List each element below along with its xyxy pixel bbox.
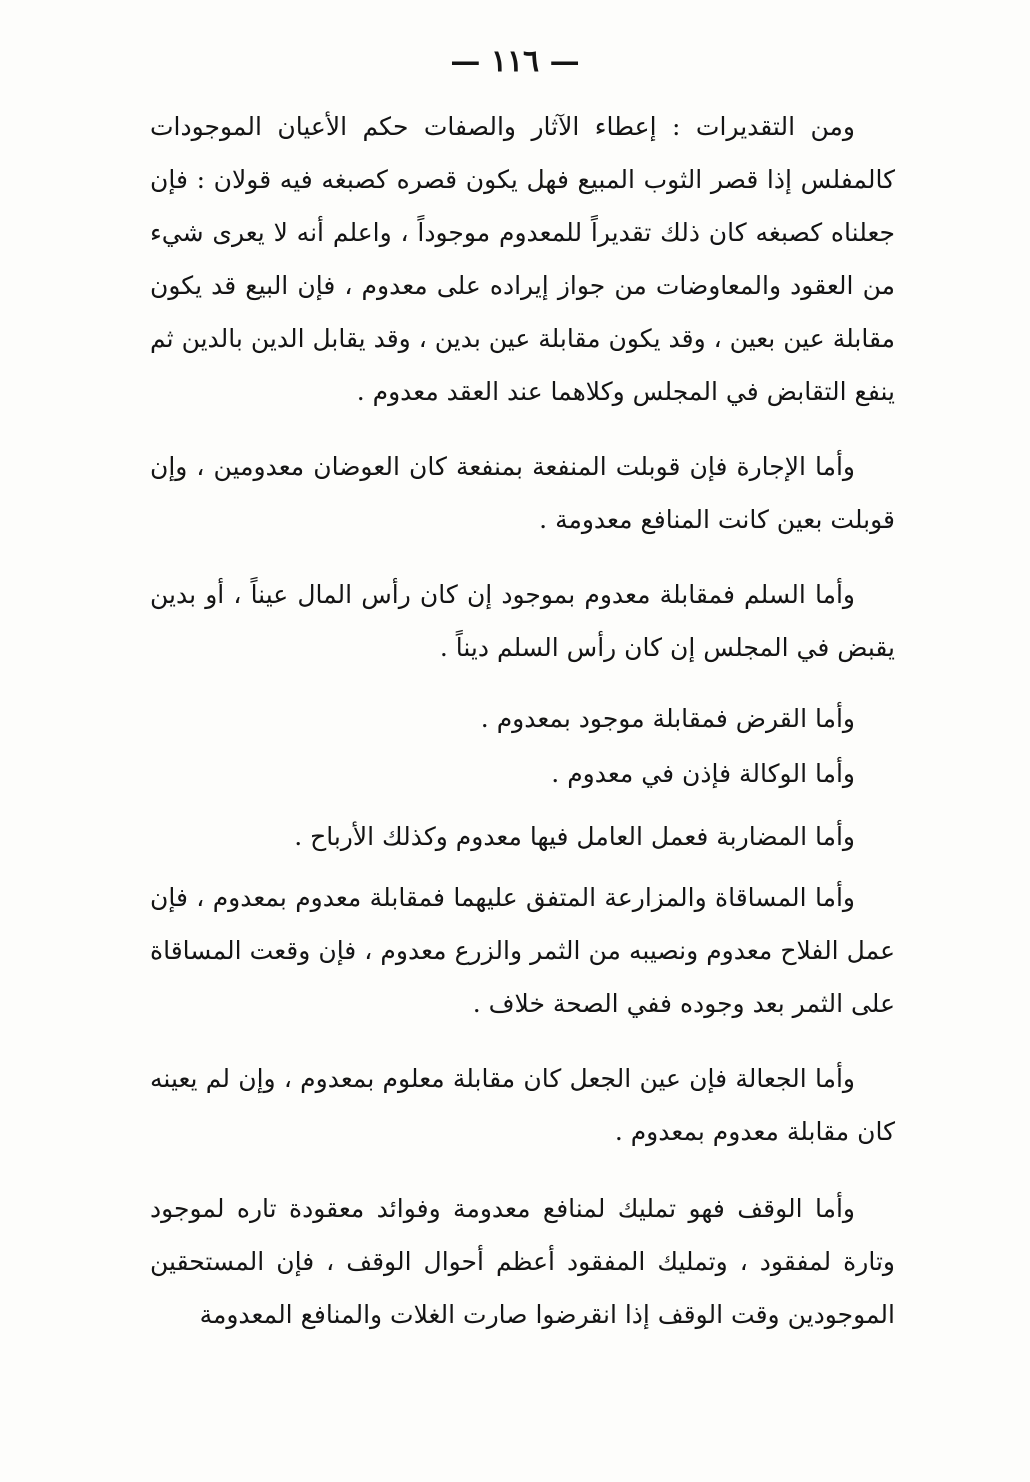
paragraph-3: وأما السلم فمقابلة معدوم بموجود إن كان رأس المال عيناً ، أو بدين يقبض في المجلس إن كان رأس السلم ديناً . [150,580,895,662]
paragraph-7: وأما المساقاة والمزارعة المتفق عليهما فمقابلة معدوم بمعدوم ، فإن عمل الفلاح معدوم ونصيبه من الثمر والزرع معدوم ، فإن وقعت المساقاة على الثمر بعد وجوده ففي الصحة خلاف . [150,883,895,1018]
paragraph-5: وأما الوكالة فإذن في معدوم . [551,759,855,788]
paragraph-9: وأما الوقف فهو تمليك لمنافع معدومة وفوائد معقودة تاره لموجود وتارة لمفقود ، وتمليك المفقود أعظم أحوال الوقف ، فإن المستحقين الموجودين وقت الوقف إذا انقرضوا صارت الغلات والمنافع المعدومة [150,1194,895,1329]
paragraph-6: وأما المضاربة فعمل العامل فيها معدوم وكذلك الأرباح . [294,822,855,851]
page-body-text [150,100,895,1341]
paragraph-1: ومن التقديرات : إعطاء الآثار والصفات حكم الأعيان الموجودات كالمفلس إذا قصر الثوب المبيع فهل يكون قصره كصبغه فيه قولان : فإن جعلناه كصبغه كان ذلك تقديراً للمعدوم موجوداً ، واعلم أنه لا يعرى شيء من العقود والمعاوضات من جواز إيراده على معدوم ، فإن البيع قد يكون مقابلة عين بعين ، وقد يكون مقابلة عين بدين ، وقد يقابل الدين بالدين ثم ينفع التقابض في المجلس وكلاهما عند العقد معدوم . [150,112,895,406]
paragraph-2: وأما الإجارة فإن قوبلت المنفعة بمنفعة كان العوضان معدومين ، وإن قوبلت بعين كانت المنافع معدومة . [150,452,895,534]
page-number: — ١١٦ — [450,44,580,79]
paragraph-8: وأما الجعالة فإن عين الجعل كان مقابلة معلوم بمعدوم ، وإن لم يعينه كان مقابلة معدوم بمعدوم . [150,1064,895,1146]
paragraph-4: وأما القرض فمقابلة موجود بمعدوم . [480,704,855,733]
